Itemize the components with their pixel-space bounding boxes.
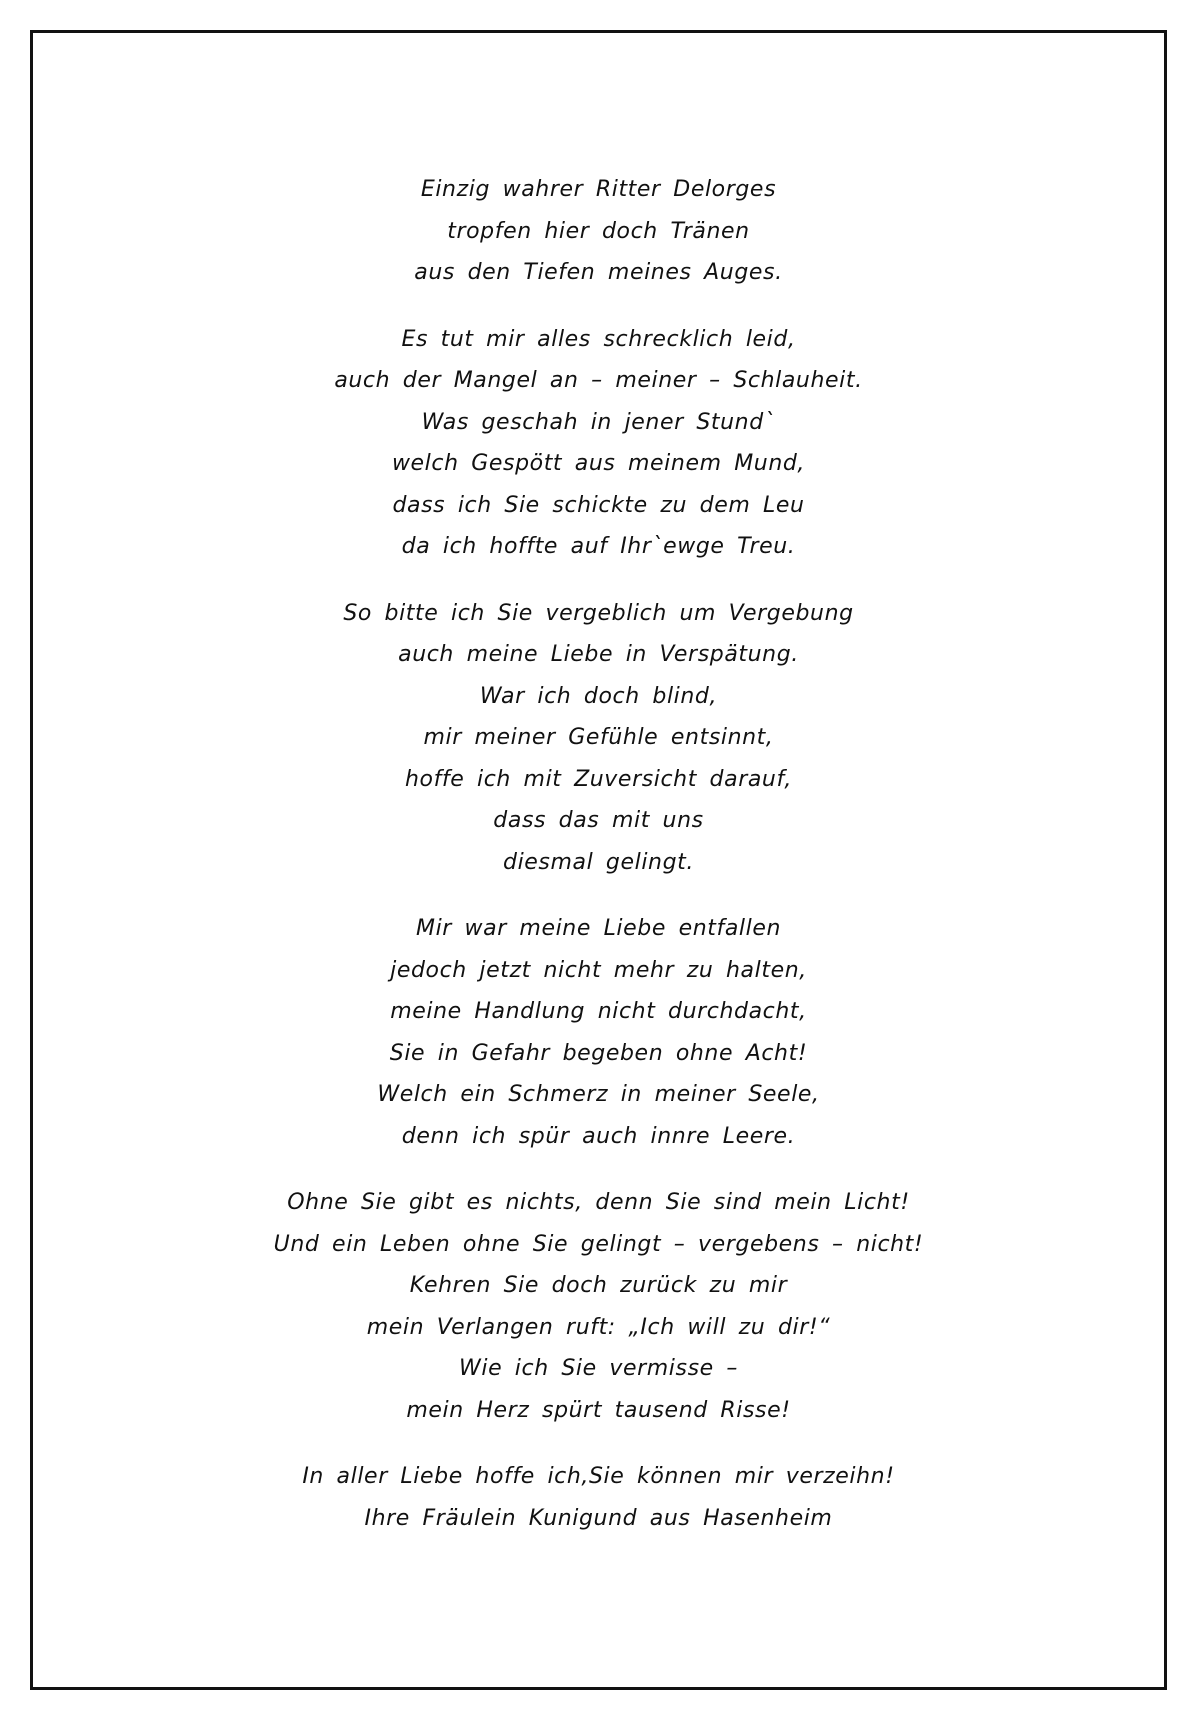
signature-line: Ihre Fräulein Kunigund aus Hasenheim <box>364 1505 833 1531</box>
stanza-6 <box>33 1456 1164 1539</box>
page-frame <box>30 30 1167 1690</box>
poem-line: Einzig wahrer Ritter Delorges <box>420 177 777 202</box>
poem-line: diesmal gelingt. <box>503 849 694 875</box>
poem-line: jedoch jetzt nicht mehr zu halten, <box>390 957 807 983</box>
poem-line: mir meiner Gefühle entsinnt, <box>423 725 774 750</box>
poem-line: auch der Mangel an – meiner – Schlauheit. <box>334 368 863 393</box>
poem-line: War ich doch blind, <box>479 683 718 709</box>
stanza-5 <box>33 1182 1164 1431</box>
poem-line: aus den Tiefen meines Auges. <box>414 260 783 285</box>
poem-line: mein Herz spürt tausend Risse! <box>406 1397 791 1423</box>
poem-line: meine Handlung nicht durchdacht, <box>390 999 807 1024</box>
stanza-4 <box>33 908 1164 1157</box>
poem-line: Ohne Sie gibt es nichts, denn Sie sind mein Licht! <box>287 1190 910 1215</box>
poem-line: Es tut mir alles schrecklich leid, <box>401 326 796 352</box>
poem-line: mein Verlangen ruft: „Ich will zu dir!“ <box>366 1314 831 1340</box>
poem-line: Und ein Leben ohne Sie gelingt – vergebens – nicht! <box>273 1231 924 1257</box>
poem-line: So bitte ich Sie vergeblich um Vergebung <box>343 600 854 626</box>
poem <box>33 169 1164 1539</box>
poem-line: Kehren Sie doch zurück zu mir <box>409 1273 788 1298</box>
poem-line: Was geschah in jener Stund` <box>421 409 776 435</box>
stanza-2 <box>33 319 1164 568</box>
poem-line: denn ich spür auch innre Leere. <box>401 1123 796 1149</box>
poem-line: In aller Liebe hoffe ich,Sie können mir verzeihn! <box>302 1464 895 1489</box>
poem-line: Wie ich Sie vermisse – <box>459 1356 738 1381</box>
poem-line: auch meine Liebe in Verspätung. <box>398 642 799 667</box>
poem-line: Mir war meine Liebe entfallen <box>415 916 782 941</box>
poem-line: hoffe ich mit Zuversicht darauf, <box>404 766 793 792</box>
poem-line: Sie in Gefahr begeben ohne Acht! <box>389 1040 808 1066</box>
stanza-3 <box>33 593 1164 884</box>
poem-line: tropfen hier doch Tränen <box>447 218 750 244</box>
poem-line: welch Gespött aus meinem Mund, <box>391 451 806 476</box>
stanza-1 <box>33 169 1164 294</box>
poem-line: dass das mit uns <box>493 808 704 833</box>
poem-line: Welch ein Schmerz in meiner Seele, <box>377 1082 820 1107</box>
poem-line: da ich hoffte auf Ihr`ewge Treu. <box>401 534 796 559</box>
poem-line: dass ich Sie schickte zu dem Leu <box>392 492 805 518</box>
